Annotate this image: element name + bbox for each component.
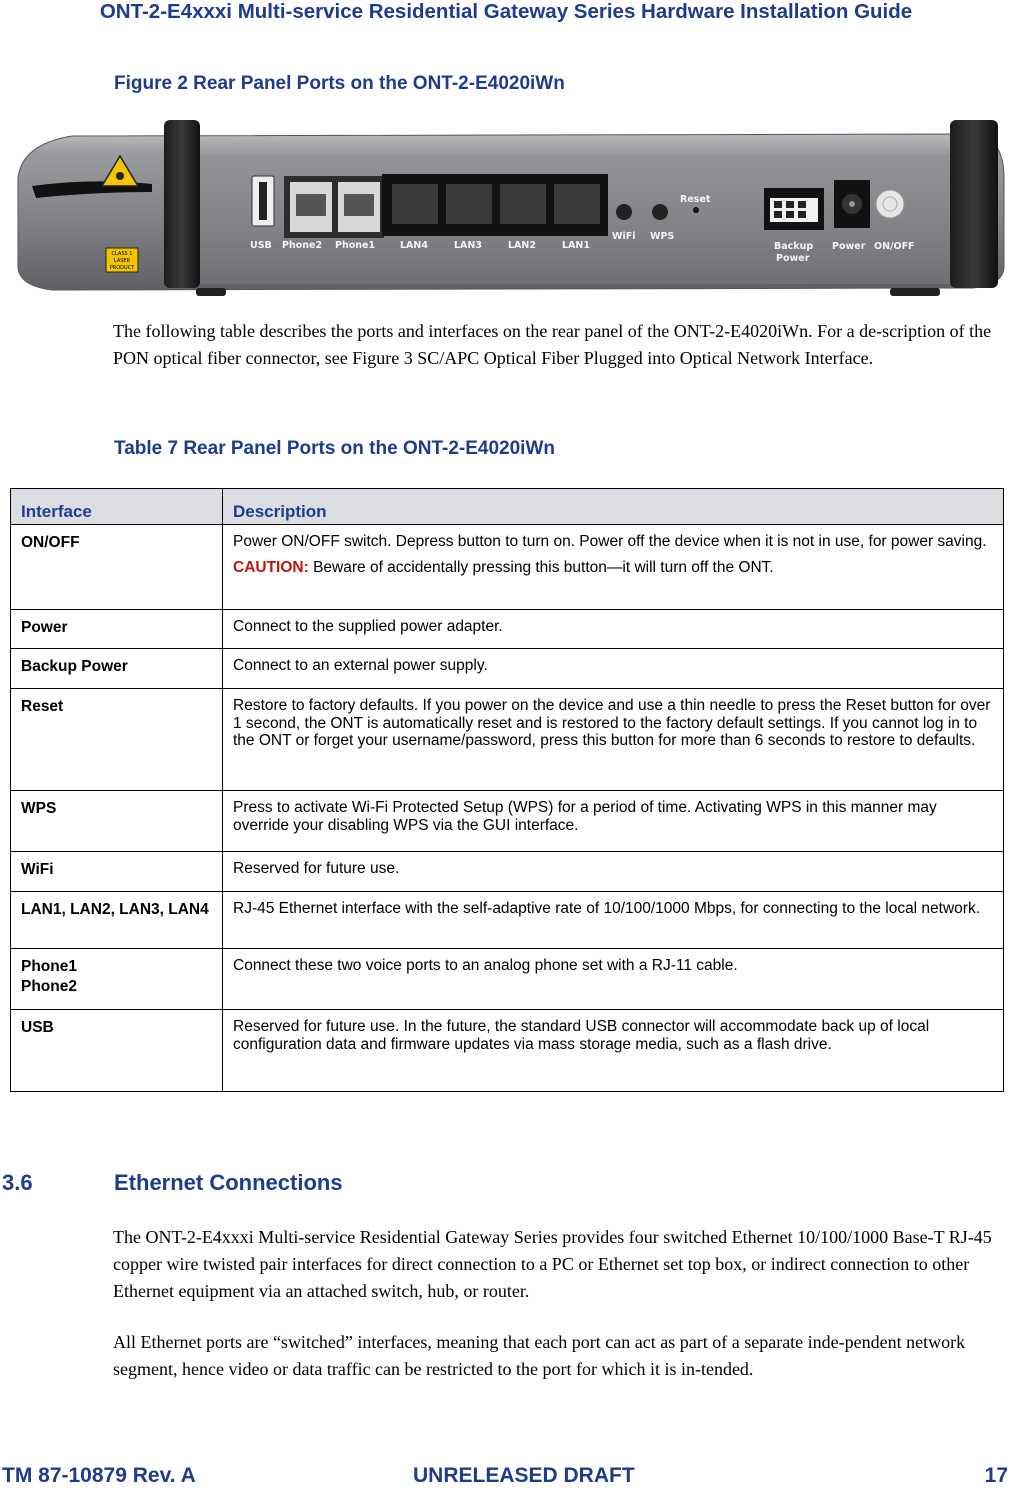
rear-panel-figure [12, 118, 1008, 300]
document-number: TM 87-10879 Rev. A [2, 1464, 196, 1487]
table-header-row [11, 489, 1004, 525]
interface-line: Phone1 [21, 958, 77, 975]
page-number: 17 [984, 1464, 1008, 1487]
description-cell: Connect to the supplied power adapter. [223, 610, 1004, 649]
draft-status: UNRELEASED DRAFT [413, 1464, 635, 1487]
caution-text: Beware of accidentally pressing this button—it will turn off the ONT. [308, 558, 774, 576]
interface-cell: Backup Power [11, 649, 223, 689]
section-title: Ethernet Connections [114, 1170, 343, 1195]
table-row [11, 1010, 1004, 1092]
section-number: 3.6 [2, 1170, 33, 1195]
description-cell: Press to activate Wi-Fi Protected Setup (WPS) for a period of time. Activating WPS in this manner may override your disabling WPS via the GUI interface. [223, 791, 1004, 852]
label-wps: WPS [650, 231, 675, 242]
column-header-description: Description [223, 489, 1004, 525]
description-cell: Restore to factory defaults. If you power on the device and use a thin needle to press the Reset button for over 1 second, the ONT is automatically reset and is restored to the factory default settings. If you cannot log in to the ONT or forget your username/password, press this button for more than 6 seconds to restore to defaults. [223, 689, 1004, 791]
antenna-right [950, 120, 998, 288]
page-footer [0, 1464, 1012, 1492]
label-phone2: Phone2 [282, 240, 323, 251]
figure-caption: Figure 2 Rear Panel Ports on the ONT-2-E4020iWn [114, 73, 565, 94]
description-text: Power ON/OFF switch. Depress button to turn on. Power off the device when it is not in use, for power saving. [233, 533, 987, 550]
label-lan4: LAN4 [400, 240, 428, 251]
svg-text:LASER: LASER [113, 258, 131, 264]
caution-note [233, 559, 997, 577]
description-cell: Connect to an external power supply. [223, 649, 1004, 689]
interface-cell: LAN1, LAN2, LAN3, LAN4 [11, 892, 223, 949]
wps-button [652, 204, 668, 220]
table-row [11, 949, 1004, 1010]
table-row [11, 525, 1004, 610]
table-caption: Table 7 Rear Panel Ports on the ONT-2-E4020iWn [114, 438, 555, 459]
lan3-port [446, 184, 492, 224]
intro-paragraph: The following table describes the ports and interfaces on the rear panel of the ONT-2-E4020iWn. For a de-scription of the PON optical fiber connector, see Figure 3 SC/APC Optical Fiber Plugged into Optical Network Interface. [113, 321, 992, 368]
lan2-port [500, 184, 546, 224]
interface-cell: WPS [11, 791, 223, 852]
label-phone1: Phone1 [335, 240, 376, 251]
laser-class-label [106, 248, 138, 272]
ports-table [10, 488, 1004, 1092]
table-row [11, 791, 1004, 852]
interface-line: Phone2 [21, 978, 77, 995]
table-row [11, 649, 1004, 689]
section-paragraph: The ONT-2-E4xxxi Multi-service Residential Gateway Series provides four switched Ethernet 10/100/1000 Base-T RJ-45 copper wire twisted pair interfaces for direct connection to a PC or Ethernet set top box, or indirect connection to other Ethernet equipment via an attached switch, hub, or router. [113, 1227, 992, 1301]
interface-cell: WiFi [11, 852, 223, 892]
reset-pinhole [693, 207, 699, 213]
interface-cell: Reset [11, 689, 223, 791]
label-lan1: LAN1 [562, 240, 590, 251]
description-cell: Connect these two voice ports to an analog phone set with a RJ-11 cable. [223, 949, 1004, 1010]
svg-text:PRODUCT: PRODUCT [109, 265, 135, 271]
caution-label: CAUTION: [233, 558, 309, 576]
wifi-button [616, 204, 632, 220]
interface-cell: Power [11, 610, 223, 649]
column-header-interface: Interface [11, 489, 223, 525]
interface-cell [11, 949, 223, 1010]
lan1-port [554, 184, 600, 224]
table-row [11, 610, 1004, 649]
label-wifi: WiFi [612, 231, 636, 242]
on-off-button [876, 190, 904, 218]
document-header: ONT-2-E4xxxi Multi-service Residential Gateway Series Hardware Installation Guide [99, 0, 913, 23]
table-row [11, 689, 1004, 791]
lan4-port [392, 184, 438, 224]
section-paragraph: All Ethernet ports are “switched” interfaces, meaning that each port can act as part of a separate inde-pendent network segment, hence video or data traffic can be restricted to the port for which it is in-tended. [113, 1332, 966, 1379]
antenna-left [164, 120, 200, 288]
label-reset: Reset [680, 194, 711, 205]
description-cell [223, 525, 1004, 610]
label-lan2: LAN2 [508, 240, 536, 251]
description-cell: Reserved for future use. [223, 852, 1004, 892]
interface-cell: ON/OFF [11, 525, 223, 610]
interface-cell: USB [11, 1010, 223, 1092]
label-backup: Backup [774, 241, 814, 252]
description-cell: Reserved for future use. In the future, the standard USB connector will accommodate back up of local configuration data and firmware updates via mass storage media, such as a flash drive. [223, 1010, 1004, 1092]
label-usb: USB [250, 240, 272, 251]
description-cell: RJ-45 Ethernet interface with the self-adaptive rate of 10/100/1000 Mbps, for connecting to the local network. [223, 892, 1004, 949]
label-power: Power [832, 241, 866, 252]
svg-text:CLASS 1: CLASS 1 [111, 251, 133, 257]
table-row [11, 852, 1004, 892]
label-onoff: ON/OFF [874, 241, 915, 252]
table-row [11, 892, 1004, 949]
device-foot [196, 288, 226, 296]
label-backup-power: Power [776, 253, 810, 264]
device-foot [890, 288, 940, 296]
label-lan3: LAN3 [454, 240, 482, 251]
